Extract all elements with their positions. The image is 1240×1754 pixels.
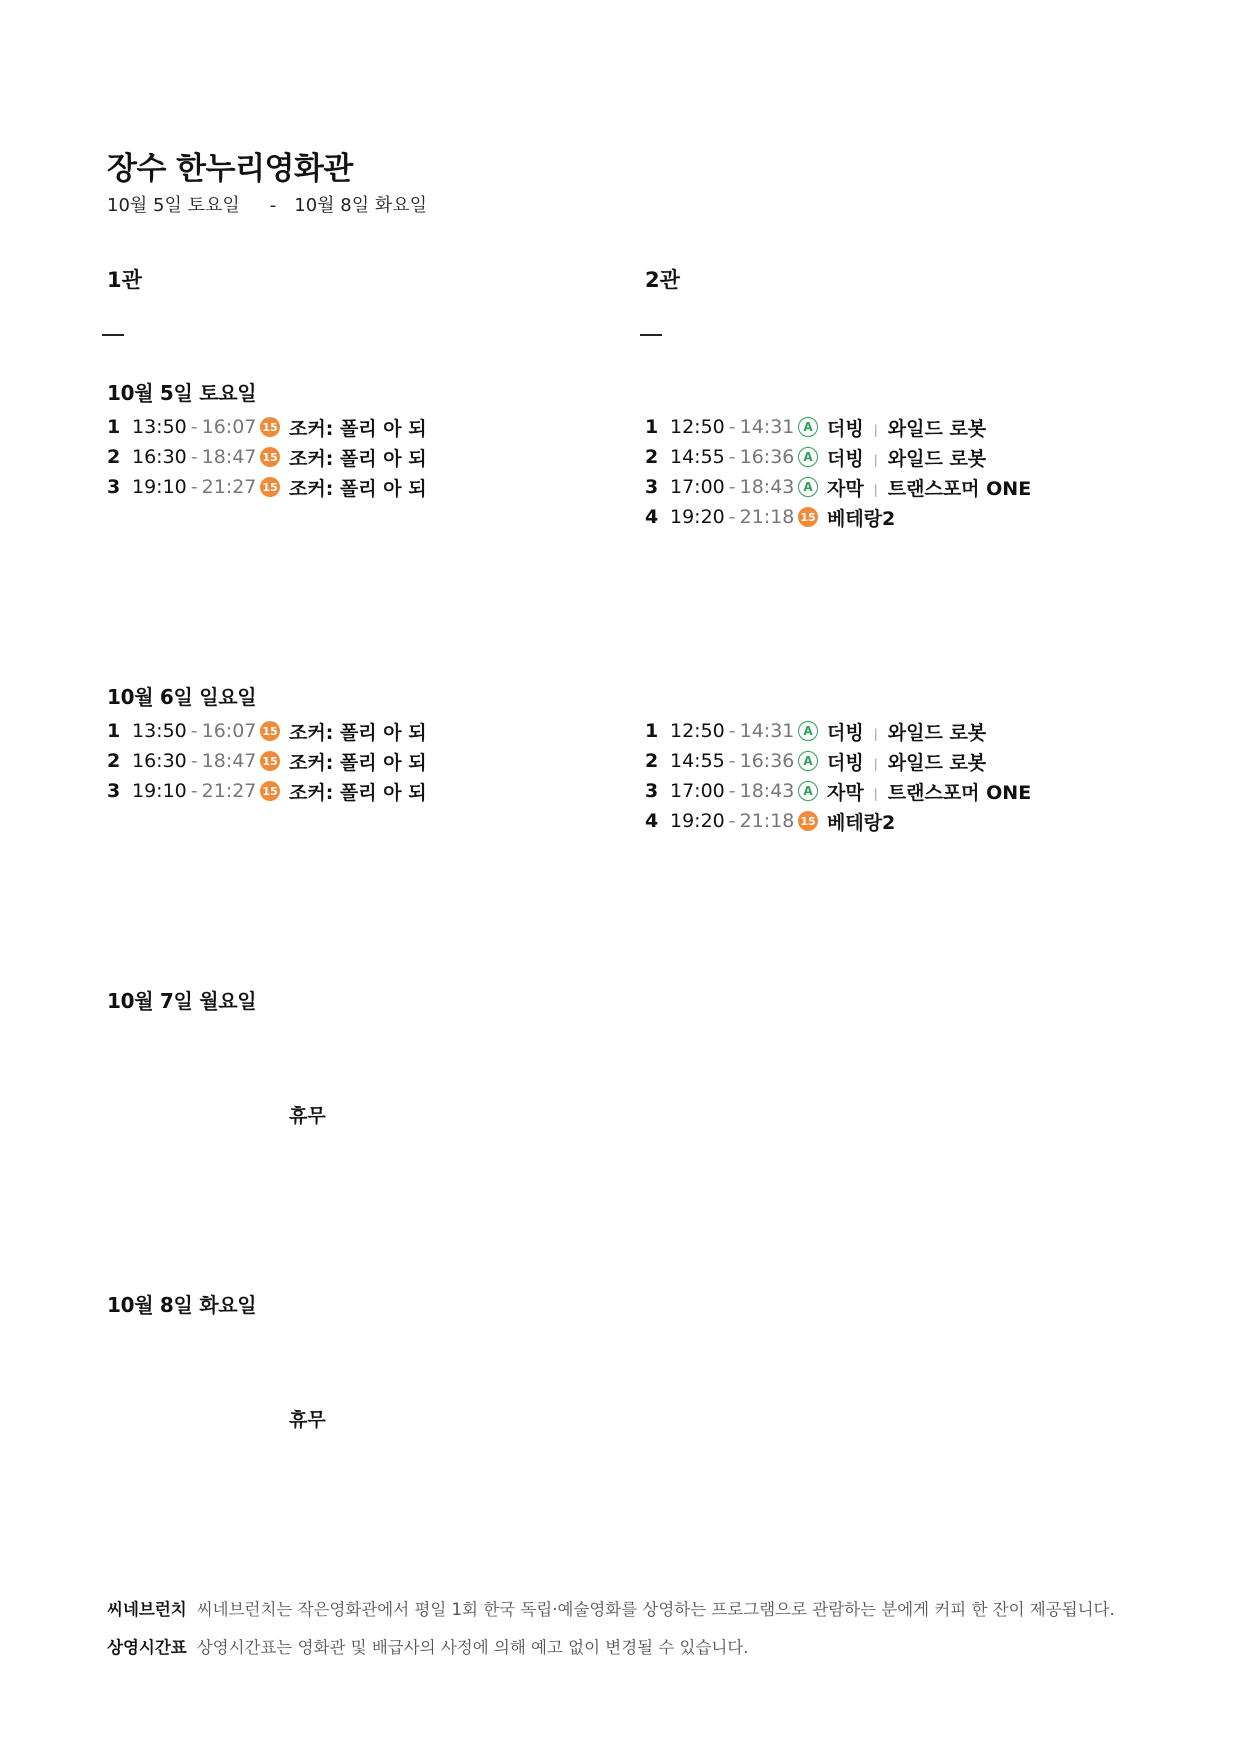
screening-number: 1: [107, 416, 121, 438]
hall-1-heading: 1관: [107, 268, 142, 292]
start-time: 19:20: [670, 506, 725, 528]
language-label: 자막: [827, 781, 864, 804]
start-time: 14:55: [670, 446, 725, 468]
language-label: 더빙: [827, 721, 864, 744]
end-time: 18:43: [739, 476, 795, 498]
hall-2-divider: [640, 334, 662, 336]
footer-label: 씨네브런치: [107, 1600, 187, 1619]
end-time: 16:07: [201, 720, 257, 742]
screening-number: 3: [645, 780, 659, 802]
start-time: 17:00: [670, 780, 725, 802]
language-label: 더빙: [827, 447, 864, 470]
showtime-row[interactable]: 1 13:50 - 16:07 15 조커: 폴리 아 되: [107, 412, 427, 442]
screening-number: 1: [107, 720, 121, 742]
day-heading: 10월 5일 토요일: [107, 381, 257, 405]
showtime-row[interactable]: 3 19:10 - 21:27 15 조커: 폴리 아 되: [107, 472, 427, 502]
language-label: 자막: [827, 477, 864, 500]
movie-title: 조커: 폴리 아 되: [289, 781, 427, 804]
movie-title: 와일드 로봇: [887, 417, 987, 440]
end-time: 21:18: [739, 506, 795, 528]
date-from: 10월 5일 토요일: [107, 195, 240, 216]
start-time: 19:10: [132, 780, 187, 802]
screening-number: 3: [645, 476, 659, 498]
movie-title: 트랜스포머 ONE: [887, 781, 1032, 804]
day-heading: 10월 7일 월요일: [107, 989, 257, 1013]
page-title: 장수 한누리영화관: [107, 151, 353, 187]
showtime-row[interactable]: 2 16:30 - 18:47 15 조커: 폴리 아 되: [107, 746, 427, 776]
movie-title: 와일드 로봇: [887, 447, 987, 470]
rating-all-icon: A: [798, 417, 818, 437]
end-time: 14:31: [739, 416, 795, 438]
rating-all-icon: A: [798, 721, 818, 741]
rating-15-icon: 15: [260, 721, 280, 741]
hall-1-schedule: [107, 716, 427, 806]
movie-title: 트랜스포머 ONE: [887, 477, 1032, 500]
start-time: 19:20: [670, 810, 725, 832]
language-label: 더빙: [827, 417, 864, 440]
showtime-row[interactable]: 1 13:50 - 16:07 15 조커: 폴리 아 되: [107, 716, 427, 746]
showtime-row[interactable]: 4 19:20 - 21:18 15 베테랑2: [645, 502, 1031, 532]
end-time: 18:47: [201, 750, 257, 772]
movie-title: 조커: 폴리 아 되: [289, 721, 427, 744]
start-time: 13:50: [132, 416, 187, 438]
closed-notice: 휴무: [289, 1409, 326, 1431]
screening-number: 1: [645, 416, 659, 438]
screening-number: 2: [645, 446, 659, 468]
screening-number: 2: [645, 750, 659, 772]
start-time: 16:30: [132, 750, 187, 772]
end-time: 18:47: [201, 446, 257, 468]
footer-text: 상영시간표는 영화관 및 배급사의 사정에 의해 예고 없이 변경될 수 있습니다.: [196, 1638, 749, 1657]
rating-15-icon: 15: [260, 751, 280, 771]
rating-all-icon: A: [798, 477, 818, 497]
end-time: 21:18: [739, 810, 795, 832]
showtime-row[interactable]: 2 14:55 - 16:36 A 더빙 | 와일드 로봇: [645, 442, 1031, 472]
showtime-row[interactable]: 3 19:10 - 21:27 15 조커: 폴리 아 되: [107, 776, 427, 806]
hall-2-heading: 2관: [645, 268, 680, 292]
end-time: 16:07: [201, 416, 257, 438]
footer-note-cinebrunch: [107, 1596, 1115, 1620]
screening-number: 3: [107, 476, 121, 498]
date-range-dash: -: [269, 195, 277, 216]
language-label: 더빙: [827, 751, 864, 774]
showtime-row[interactable]: 1 12:50 - 14:31 A 더빙 | 와일드 로봇: [645, 716, 1031, 746]
footer-label: 상영시간표: [107, 1638, 187, 1657]
date-to: 10월 8일 화요일: [294, 195, 427, 216]
day-heading: 10월 8일 화요일: [107, 1293, 257, 1317]
hall-1-schedule: [107, 412, 427, 502]
showtime-row[interactable]: 2 14:55 - 16:36 A 더빙 | 와일드 로봇: [645, 746, 1031, 776]
rating-15-icon: 15: [798, 811, 818, 831]
end-time: 21:27: [201, 476, 257, 498]
footer-note-schedule: [107, 1634, 749, 1658]
rating-15-icon: 15: [260, 417, 280, 437]
rating-all-icon: A: [798, 781, 818, 801]
movie-title: 베테랑2: [827, 811, 896, 834]
rating-all-icon: A: [798, 751, 818, 771]
showtime-row[interactable]: 2 16:30 - 18:47 15 조커: 폴리 아 되: [107, 442, 427, 472]
movie-title: 베테랑2: [827, 507, 896, 530]
hall-1-divider: [102, 334, 124, 336]
showtime-row[interactable]: 3 17:00 - 18:43 A 자막 | 트랜스포머 ONE: [645, 472, 1031, 502]
rating-15-icon: 15: [798, 507, 818, 527]
start-time: 13:50: [132, 720, 187, 742]
end-time: 21:27: [201, 780, 257, 802]
hall-2-schedule: [645, 412, 1031, 532]
movie-title: 와일드 로봇: [887, 751, 987, 774]
showtime-row[interactable]: 1 12:50 - 14:31 A 더빙 | 와일드 로봇: [645, 412, 1031, 442]
start-time: 17:00: [670, 476, 725, 498]
day-heading: 10월 6일 일요일: [107, 685, 257, 709]
footer-text: 씨네브런치는 작은영화관에서 평일 1회 한국 독립·예술영화를 상영하는 프로그램으로 관람하는 분에게 커피 한 잔이 제공됩니다.: [196, 1600, 1115, 1619]
movie-title: 조커: 폴리 아 되: [289, 751, 427, 774]
start-time: 16:30: [132, 446, 187, 468]
closed-notice: 휴무: [289, 1105, 326, 1127]
start-time: 12:50: [670, 720, 725, 742]
hall-2-schedule: [645, 716, 1031, 836]
rating-all-icon: A: [798, 447, 818, 467]
movie-title: 조커: 폴리 아 되: [289, 477, 427, 500]
showtime-row[interactable]: 4 19:20 - 21:18 15 베테랑2: [645, 806, 1031, 836]
end-time: 14:31: [739, 720, 795, 742]
screening-number: 3: [107, 780, 121, 802]
end-time: 18:43: [739, 780, 795, 802]
start-time: 12:50: [670, 416, 725, 438]
showtime-row[interactable]: 3 17:00 - 18:43 A 자막 | 트랜스포머 ONE: [645, 776, 1031, 806]
end-time: 16:36: [739, 750, 795, 772]
screening-number: 2: [107, 750, 121, 772]
start-time: 19:10: [132, 476, 187, 498]
movie-title: 조커: 폴리 아 되: [289, 447, 427, 470]
screening-number: 2: [107, 446, 121, 468]
rating-15-icon: 15: [260, 447, 280, 467]
start-time: 14:55: [670, 750, 725, 772]
rating-15-icon: 15: [260, 781, 280, 801]
end-time: 16:36: [739, 446, 795, 468]
movie-title: 조커: 폴리 아 되: [289, 417, 427, 440]
movie-title: 와일드 로봇: [887, 721, 987, 744]
rating-15-icon: 15: [260, 477, 280, 497]
date-range: [107, 191, 427, 217]
screening-number: 1: [645, 720, 659, 742]
screening-number: 4: [645, 506, 659, 528]
screening-number: 4: [645, 810, 659, 832]
